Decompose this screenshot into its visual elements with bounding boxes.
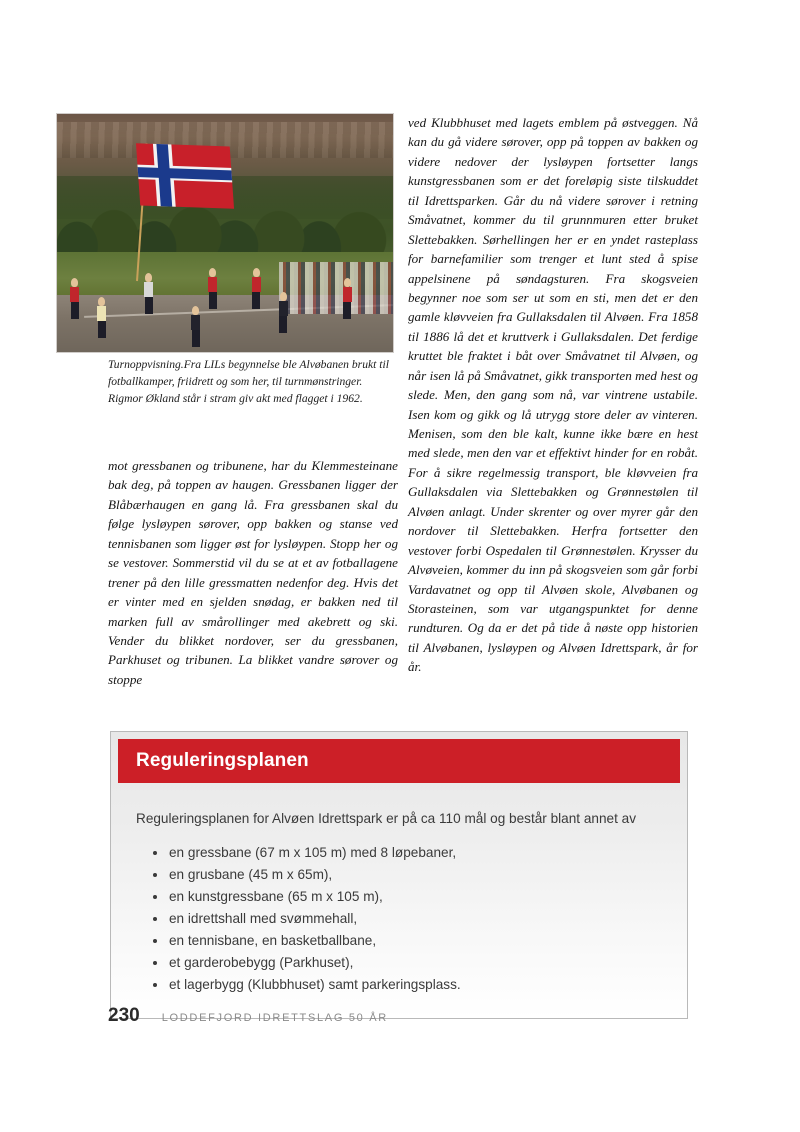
photo-person [70,278,79,319]
photo-person [191,306,200,347]
photo-norwegian-flag [136,143,234,208]
photo-crowd [279,262,393,314]
regulation-plan-title: Reguleringsplanen [136,750,309,771]
photo-person [343,278,352,319]
regulation-plan-intro: Reguleringsplanen for Alvøen Idrettspark er på ca 110 mål og består blant annet av [136,811,636,826]
body-text-left: mot gressbanen og tribunene, har du Klemmesteinane bak deg, på toppen av haugen. Gressbanen ligger der Blåbærhaugen en gang lå. Fra gressbanen skal du følge lysløypen sørover, opp bakken og stanse ved tennisbanen som ligger øst for lysløypen. Stopp her og se vestover. Sommerstid vil du se at et av fotballagene trener på den lille gressmatten nedenfor deg. Hvis det er vinter med en sjelden snødag, er bakken ned til marken full av smårollinger med akebrett og ski. Vender du blikket nordover, ser du gressbanen, Parkhuset og tribunen. La blikket vandre sørover og stoppe [108,458,398,687]
page-footer [108,1005,388,1027]
regulation-plan-facility-list [136,842,662,996]
book-title: LODDEFJORD IDRETTSLAG 50 ÅR [161,1012,388,1024]
page-number: 230 [108,1005,140,1026]
photo-person [144,273,153,314]
body-column-right [408,113,698,677]
photo-person [252,268,261,309]
regulation-plan-body [118,783,680,996]
photo-figure [57,114,393,352]
photo-person [97,297,106,338]
list-item: en grusbane (45 m x 65m), [136,864,662,886]
body-column-left [108,456,398,689]
list-item: en tennisbane, en basketballbane, [136,930,662,952]
list-item: en gressbane (67 m x 105 m) med 8 løpebaner, [136,842,662,864]
body-text-right: ved Klubbhuset med lagets emblem på østveggen. Nå kan du gå videre sørover, opp på toppen av bakken og videre nedover der lysløypen fortsetter langs kunstgressbanen som er det foreløpig siste tilskuddet til Idrettsparken. Går du nå videre sørover i retning Småvatnet, kommer du til grunnmuren etter bruket Slettebakken. Sørhellingen her er en yndet rasteplass for barnefamilier som trenger et lunt sted å spise appelsinene på søndagsturen. Fra skogsveien begynner noe som ser ut som en sti, men det er den gamle kløvveien fra Gullaksdalen til Alvøen. Fra 1858 til 1886 lå det et kruttverk i Gullaksdalen. Det ferdige kruttet ble fraktet i båt over Småvatnet til Alvøen, og når isen lå på Småvatnet, gikk transporten med hest og slede. Men, den gang som nå, var vintrene ustabile. Isen kom og gikk og lå utrygg store deler av vinteren. Menisen, som den ble kalt, kunne ikke bære en hest med slede, men den var et effektivt hinder for en robåt. For å sikre regelmessig transport, ble kløvveien fra Gullaksdalen via Slettebakken og Grønnestølen til Alvøen anlagt. Under skrenter og over myrer går den nordover til Slettebakken. Herfra fortsetter den vestover forbi Ospedalen til Grønnestølen. Krysser du Alvøveien, kommer du inn på skogsveien som går forbi Vardavatnet og opp til Alvøen skole, Alvøbanen og Storasteinen, som var utgangspunktet for denne rundturen. Og da er det på tide å nøste opp historien til Alvøbanen, lysløypen og Alvøen Idrettspark, år for år. [408,115,698,675]
photo-person [279,292,288,333]
regulation-plan-box [110,731,688,1019]
photo-caption: Turnoppvisning.Fra LILs begynnelse ble Alvøbanen brukt til fotballkamper, friidrett og som her, til turnmønstringer. Rigmor Økland står i stram giv akt med flagget i 1962. [108,358,389,406]
list-item: en idrettshall med svømmehall, [136,908,662,930]
photo-gymnastics-display [57,114,393,352]
list-item: et garderobebygg (Parkhuset), [136,952,662,974]
list-item: et lagerbygg (Klubbhuset) samt parkeringsplass. [136,974,662,996]
photo-person [208,268,217,309]
list-item: en kunstgressbane (65 m x 105 m), [136,886,662,908]
regulation-plan-header [118,739,680,783]
